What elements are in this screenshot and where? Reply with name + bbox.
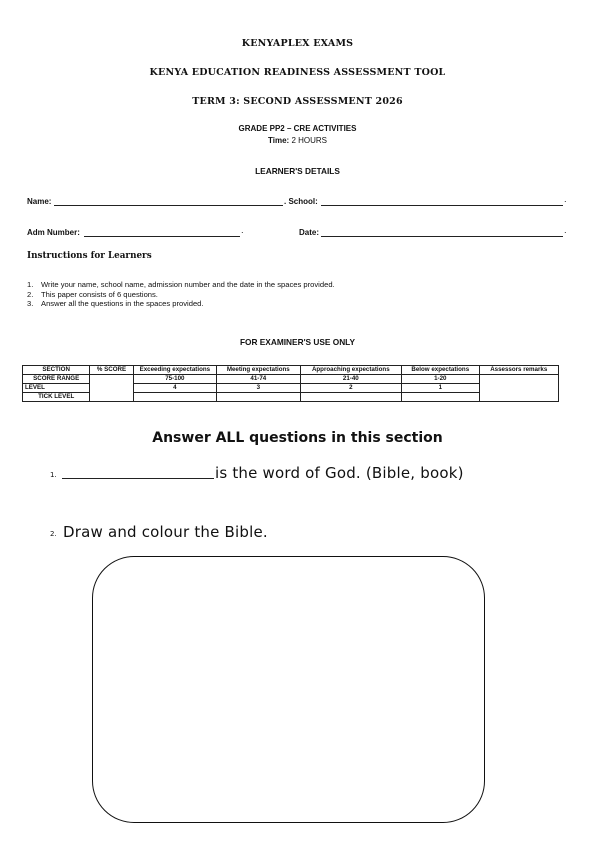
- table-header-cell: Below expectations: [402, 366, 479, 375]
- table-cell: 2: [300, 384, 402, 393]
- table-cell: 75-100: [133, 375, 216, 384]
- tick-cell[interactable]: [402, 393, 479, 402]
- date-field[interactable]: [321, 228, 563, 237]
- table-cell: 41-74: [217, 375, 300, 384]
- time-line: [0, 136, 595, 145]
- q1-number: 1.: [50, 471, 57, 479]
- table-cell: 1-20: [402, 375, 479, 384]
- table-header-cell: Approaching expectations: [300, 366, 402, 375]
- table-cell: 1: [402, 384, 479, 393]
- table-header-row: [23, 366, 559, 375]
- instructions-list: [27, 280, 335, 309]
- instruction-item: 3. Answer all the questions in the spaces provided.: [27, 299, 204, 308]
- instructions-heading: Instructions for Learners: [27, 251, 152, 261]
- learners-details-heading: LEARNER'S DETAILS: [255, 166, 340, 176]
- row-label: LEVEL: [23, 384, 90, 393]
- name-field[interactable]: [54, 197, 283, 206]
- adm-end-dot: .: [241, 226, 244, 235]
- date-label: Date:: [299, 228, 320, 237]
- school-field[interactable]: [321, 197, 563, 206]
- assessors-remarks-cell[interactable]: [479, 375, 559, 402]
- q1-text: is the word of God. (Bible, book): [215, 464, 464, 482]
- adm-number-field[interactable]: [84, 228, 240, 237]
- instruction-item: 2. This paper consists of 6 questions.: [27, 289, 158, 299]
- adm-number-label: Adm Number:: [27, 228, 80, 237]
- table-cell: 21-40: [300, 375, 402, 384]
- table-header-cell: % SCORE: [90, 366, 133, 375]
- q2-text: Draw and colour the Bible.: [63, 523, 268, 541]
- school-end-dot: .: [564, 195, 567, 204]
- name-label: Name:: [27, 197, 52, 206]
- q1-answer-blank[interactable]: [62, 478, 214, 479]
- table-header-cell: Assessors remarks: [479, 366, 559, 375]
- grade-subject: GRADE PP2 – CRE ACTIVITIES: [238, 124, 357, 133]
- exam-org: KENYAPLEX EXAMS: [241, 38, 354, 49]
- table-header-cell: SECTION: [23, 366, 90, 375]
- tick-cell[interactable]: [133, 393, 216, 402]
- tick-cell[interactable]: [217, 393, 300, 402]
- time-label: Time:: [268, 136, 290, 145]
- percent-score-cell[interactable]: [90, 375, 133, 402]
- school-label: . School:: [284, 197, 318, 206]
- q2-number: 2.: [50, 530, 57, 538]
- instruction-item: 1. Write your name, school name, admission number and the date in the spaces provided.: [27, 280, 335, 289]
- examiner-table: [22, 365, 559, 402]
- table-row: [23, 375, 559, 384]
- table-cell: 3: [217, 384, 300, 393]
- table-header-cell: Exceeding expectations: [133, 366, 216, 375]
- date-end-dot: .: [564, 226, 567, 235]
- time-value: 2 HOURS: [291, 136, 327, 145]
- table-header-cell: Meeting expectations: [217, 366, 300, 375]
- assessment-title: KENYA EDUCATION READINESS ASSESSMENT TOOL: [149, 67, 446, 78]
- row-label: SCORE RANGE: [23, 375, 90, 384]
- table-cell: 4: [133, 384, 216, 393]
- examiner-heading: FOR EXAMINER'S USE ONLY: [239, 337, 356, 347]
- row-label: TICK LEVEL: [23, 393, 90, 402]
- tick-cell[interactable]: [300, 393, 402, 402]
- section-heading: Answer ALL questions in this section: [152, 430, 443, 446]
- term-title: TERM 3: SECOND ASSESSMENT 2026: [192, 96, 403, 107]
- drawing-box[interactable]: [92, 556, 485, 823]
